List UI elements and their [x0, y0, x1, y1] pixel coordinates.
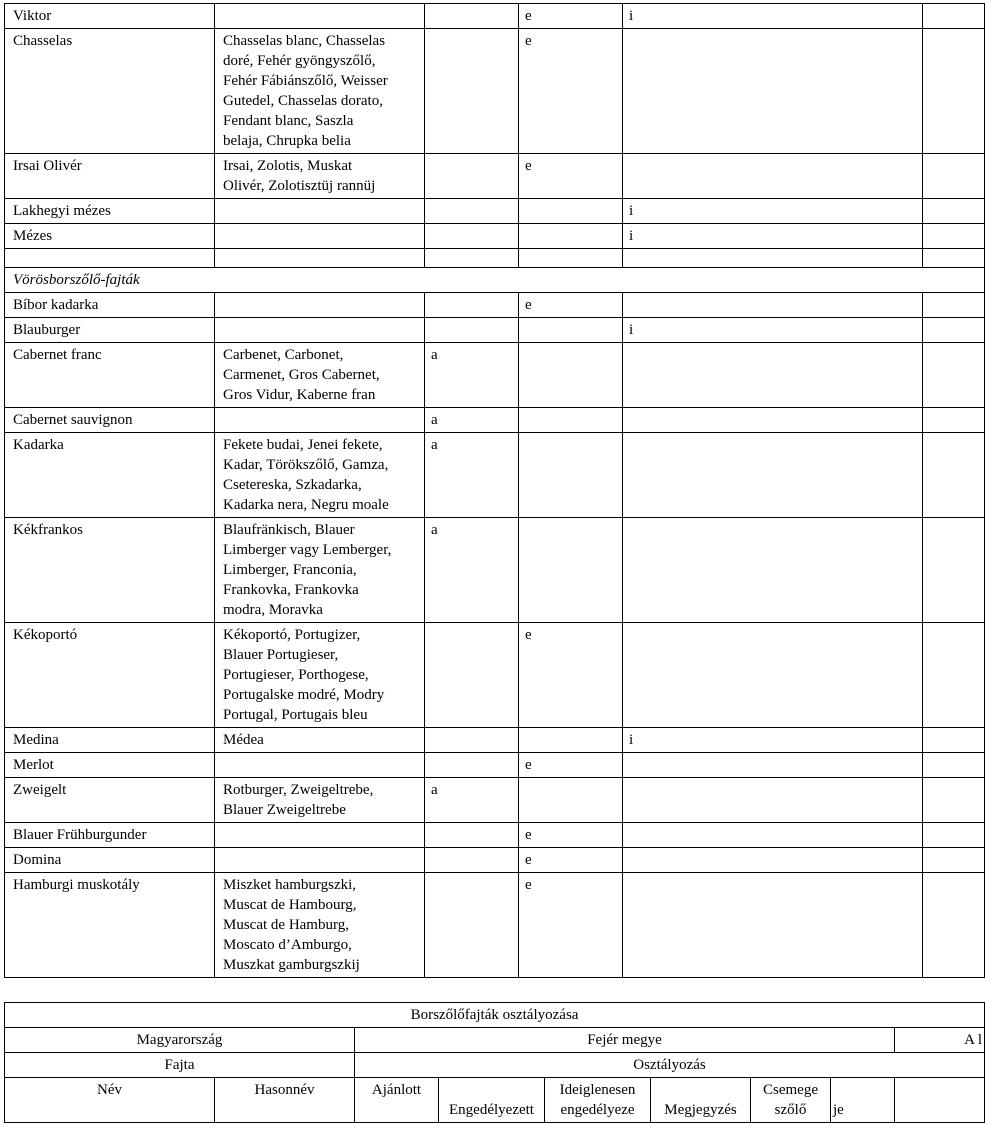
spacer-cell: [425, 249, 519, 268]
note-cell: [923, 623, 985, 728]
temporary-mark: [623, 848, 923, 873]
allowed-mark: e: [519, 873, 623, 978]
synonym-line: modra, Moravka: [223, 602, 323, 618]
recommended-mark: [425, 154, 519, 199]
variety-row: [5, 318, 985, 343]
allowed-mark: e: [519, 29, 623, 154]
variety-name: Mézes: [5, 224, 215, 249]
recommended-mark: [425, 823, 519, 848]
variety-name: Cabernet franc: [5, 343, 215, 408]
allowed-mark: e: [519, 848, 623, 873]
variety-name: Kékoportó: [5, 623, 215, 728]
variety-synonyms: [215, 778, 425, 823]
synonym-line: Kadarka nera, Negru moale: [223, 497, 389, 513]
variety-row: [5, 433, 985, 518]
variety-synonyms: [215, 293, 425, 318]
temporary-mark: [623, 343, 923, 408]
variety-row: [5, 873, 985, 978]
variety-row: [5, 4, 985, 29]
variety-synonyms: [215, 623, 425, 728]
variety-row: [5, 154, 985, 199]
note-cell: [923, 778, 985, 823]
recommended-mark: a: [425, 433, 519, 518]
variety-name: Medina: [5, 728, 215, 753]
recommended-mark: [425, 623, 519, 728]
synonym-line: belaja, Chrupka belia: [223, 133, 351, 149]
synonym-line: Moscato d’Amburgo,: [223, 937, 352, 953]
recommended-mark: [425, 293, 519, 318]
allowed-mark: [519, 778, 623, 823]
variety-row: [5, 293, 985, 318]
variety-row: [5, 753, 985, 778]
classification-table: [4, 1002, 985, 1123]
classification-title: Borszőlőfajták osztályozása: [5, 1003, 985, 1028]
synonym-line: Gutedel, Chasselas dorato,: [223, 93, 383, 109]
synonym-line: Fekete budai, Jenei fekete,: [223, 437, 383, 453]
spacer-row: [5, 249, 985, 268]
variety-synonyms: [215, 29, 425, 154]
variety-row: [5, 408, 985, 433]
recommended-mark: [425, 318, 519, 343]
synonym-line: Csetereska, Szkadarka,: [223, 477, 362, 493]
synonym-line: Gros Vidur, Kaberne fran: [223, 387, 376, 403]
synonym-line: Muscat de Hambourg,: [223, 897, 357, 913]
note-cell: [923, 4, 985, 29]
synonym-line: Kadar, Törökszőlő, Gamza,: [223, 457, 389, 473]
variety-name: Chasselas: [5, 29, 215, 154]
variety-name: Kékfrankos: [5, 518, 215, 623]
red-heading-row: [5, 268, 985, 293]
red-varieties-heading: Vörösborszőlő-fajták: [5, 268, 985, 293]
recommended-mark: [425, 873, 519, 978]
synonym-line: Kékoportó, Portugizer,: [223, 627, 361, 643]
recommended-mark: [425, 848, 519, 873]
recommended-mark: a: [425, 778, 519, 823]
variety-row: [5, 823, 985, 848]
variety-name: Lakhegyi mézes: [5, 199, 215, 224]
group-osztalyozas: Osztályozás: [355, 1053, 985, 1078]
synonym-line: Olivér, Zolotisztüj rannüj: [223, 178, 376, 194]
temporary-mark: [623, 29, 923, 154]
col-extra: [895, 1078, 985, 1123]
synonym-line: Médea: [223, 732, 264, 748]
allowed-mark: [519, 433, 623, 518]
variety-name: Hamburgi muskotály: [5, 873, 215, 978]
allowed-mark: [519, 318, 623, 343]
grape-variety-table: [4, 3, 985, 978]
country-cell: Magyarország: [5, 1028, 355, 1053]
synonym-line: Fendant blanc, Saszla: [223, 113, 354, 129]
note-cell: [923, 318, 985, 343]
col-megjegyzes: Megjegyzés: [651, 1078, 751, 1123]
note-cell: [923, 154, 985, 199]
note-cell: [923, 823, 985, 848]
variety-synonyms: [215, 848, 425, 873]
spacer-cell: [923, 249, 985, 268]
synonym-line: Carmenet, Gros Cabernet,: [223, 367, 380, 383]
variety-row: [5, 728, 985, 753]
variety-name: Irsai Olivér: [5, 154, 215, 199]
temporary-mark: [623, 154, 923, 199]
allowed-mark: [519, 408, 623, 433]
synonym-line: Portugieser, Porthogese,: [223, 667, 369, 683]
recommended-mark: [425, 29, 519, 154]
variety-synonyms: [215, 823, 425, 848]
col-engedelyezett: Engedélyezett: [439, 1078, 545, 1123]
temporary-mark: i: [623, 199, 923, 224]
temporary-mark: i: [623, 728, 923, 753]
recommended-mark: [425, 199, 519, 224]
temporary-mark: [623, 433, 923, 518]
note-cell: [923, 433, 985, 518]
note-cell: [923, 199, 985, 224]
temporary-mark: [623, 408, 923, 433]
temporary-mark: i: [623, 4, 923, 29]
allowed-mark: [519, 518, 623, 623]
synonym-line: Muscat de Hamburg,: [223, 917, 349, 933]
synonym-line: Miszket hamburgszki,: [223, 877, 357, 893]
variety-synonyms: [215, 343, 425, 408]
recommended-mark: a: [425, 408, 519, 433]
synonym-line: Limberger, Franconia,: [223, 562, 357, 578]
col-ajanlott: Ajánlott: [355, 1078, 439, 1123]
variety-name: Zweigelt: [5, 778, 215, 823]
note-cell: [923, 518, 985, 623]
variety-name: Bíbor kadarka: [5, 293, 215, 318]
col-nev: Név: [5, 1078, 215, 1123]
county-cell: Fejér megye: [355, 1028, 895, 1053]
synonym-line: Fehér Fábiánszőlő, Weisser: [223, 73, 388, 89]
variety-synonyms: [215, 199, 425, 224]
variety-name: Merlot: [5, 753, 215, 778]
synonym-line: Portugal, Portugais bleu: [223, 707, 368, 723]
note-cell: [923, 343, 985, 408]
note-cell: [923, 728, 985, 753]
variety-synonyms: [215, 408, 425, 433]
variety-synonyms: [215, 433, 425, 518]
variety-row: [5, 224, 985, 249]
variety-synonyms: [215, 4, 425, 29]
temporary-mark: [623, 753, 923, 778]
recommended-mark: a: [425, 518, 519, 623]
spacer-cell: [5, 249, 215, 268]
variety-row: [5, 199, 985, 224]
recommended-mark: [425, 224, 519, 249]
variety-row: [5, 518, 985, 623]
note-cell: [923, 293, 985, 318]
variety-synonyms: [215, 224, 425, 249]
variety-synonyms: [215, 873, 425, 978]
temporary-mark: [623, 823, 923, 848]
variety-name: Cabernet sauvignon: [5, 408, 215, 433]
variety-row: [5, 29, 985, 154]
note-cell: [923, 873, 985, 978]
allowed-mark: [519, 224, 623, 249]
synonym-line: Blauer Portugieser,: [223, 647, 339, 663]
allowed-mark: [519, 343, 623, 408]
allowed-mark: e: [519, 4, 623, 29]
synonym-line: Blauer Zweigeltrebe: [223, 802, 346, 818]
col-ideiglenesen: Ideiglenesen engedélyeze: [545, 1078, 651, 1123]
recommended-mark: [425, 4, 519, 29]
synonym-line: Chasselas blanc, Chasselas: [223, 33, 386, 49]
allowed-mark: e: [519, 293, 623, 318]
variety-synonyms: [215, 518, 425, 623]
temporary-mark: i: [623, 224, 923, 249]
variety-name: Kadarka: [5, 433, 215, 518]
note-cell: [923, 848, 985, 873]
note-cell: [923, 224, 985, 249]
synonym-line: Blaufränkisch, Blauer: [223, 522, 355, 538]
right-fragment-cell: A l: [895, 1028, 985, 1053]
variety-row: [5, 343, 985, 408]
col-csemege: Csemege szőlő: [751, 1078, 831, 1123]
spacer-cell: [519, 249, 623, 268]
allowed-mark: e: [519, 154, 623, 199]
synonym-line: Muszkat gamburgszkij: [223, 957, 360, 973]
variety-synonyms: [215, 753, 425, 778]
variety-row: [5, 848, 985, 873]
variety-name: Domina: [5, 848, 215, 873]
variety-synonyms: [215, 728, 425, 753]
allowed-mark: [519, 199, 623, 224]
grape-variety-table-body: [5, 4, 985, 978]
col-hasonnev: Hasonnév: [215, 1078, 355, 1123]
recommended-mark: [425, 753, 519, 778]
recommended-mark: a: [425, 343, 519, 408]
synonym-line: Frankovka, Frankovka: [223, 582, 359, 598]
allowed-mark: e: [519, 823, 623, 848]
temporary-mark: [623, 518, 923, 623]
spacer-cell: [623, 249, 923, 268]
temporary-mark: [623, 293, 923, 318]
note-cell: [923, 408, 985, 433]
variety-synonyms: [215, 154, 425, 199]
synonym-line: Rotburger, Zweigeltrebe,: [223, 782, 374, 798]
variety-name: Blauer Frühburgunder: [5, 823, 215, 848]
synonym-line: Irsai, Zolotis, Muskat: [223, 158, 353, 174]
variety-row: [5, 778, 985, 823]
note-cell: [923, 753, 985, 778]
allowed-mark: e: [519, 623, 623, 728]
temporary-mark: [623, 873, 923, 978]
temporary-mark: [623, 623, 923, 728]
variety-name: Viktor: [5, 4, 215, 29]
col-fragment: je: [831, 1078, 895, 1123]
synonym-line: Portugalske modré, Modry: [223, 687, 385, 703]
recommended-mark: [425, 728, 519, 753]
group-fajta: Fajta: [5, 1053, 355, 1078]
synonym-line: Limberger vagy Lemberger,: [223, 542, 392, 558]
variety-row: [5, 623, 985, 728]
variety-name: Blauburger: [5, 318, 215, 343]
variety-synonyms: [215, 318, 425, 343]
temporary-mark: i: [623, 318, 923, 343]
allowed-mark: [519, 728, 623, 753]
note-cell: [923, 29, 985, 154]
spacer-cell: [215, 249, 425, 268]
allowed-mark: e: [519, 753, 623, 778]
synonym-line: doré, Fehér gyöngyszőlő,: [223, 53, 376, 69]
temporary-mark: [623, 778, 923, 823]
synonym-line: Carbenet, Carbonet,: [223, 347, 344, 363]
